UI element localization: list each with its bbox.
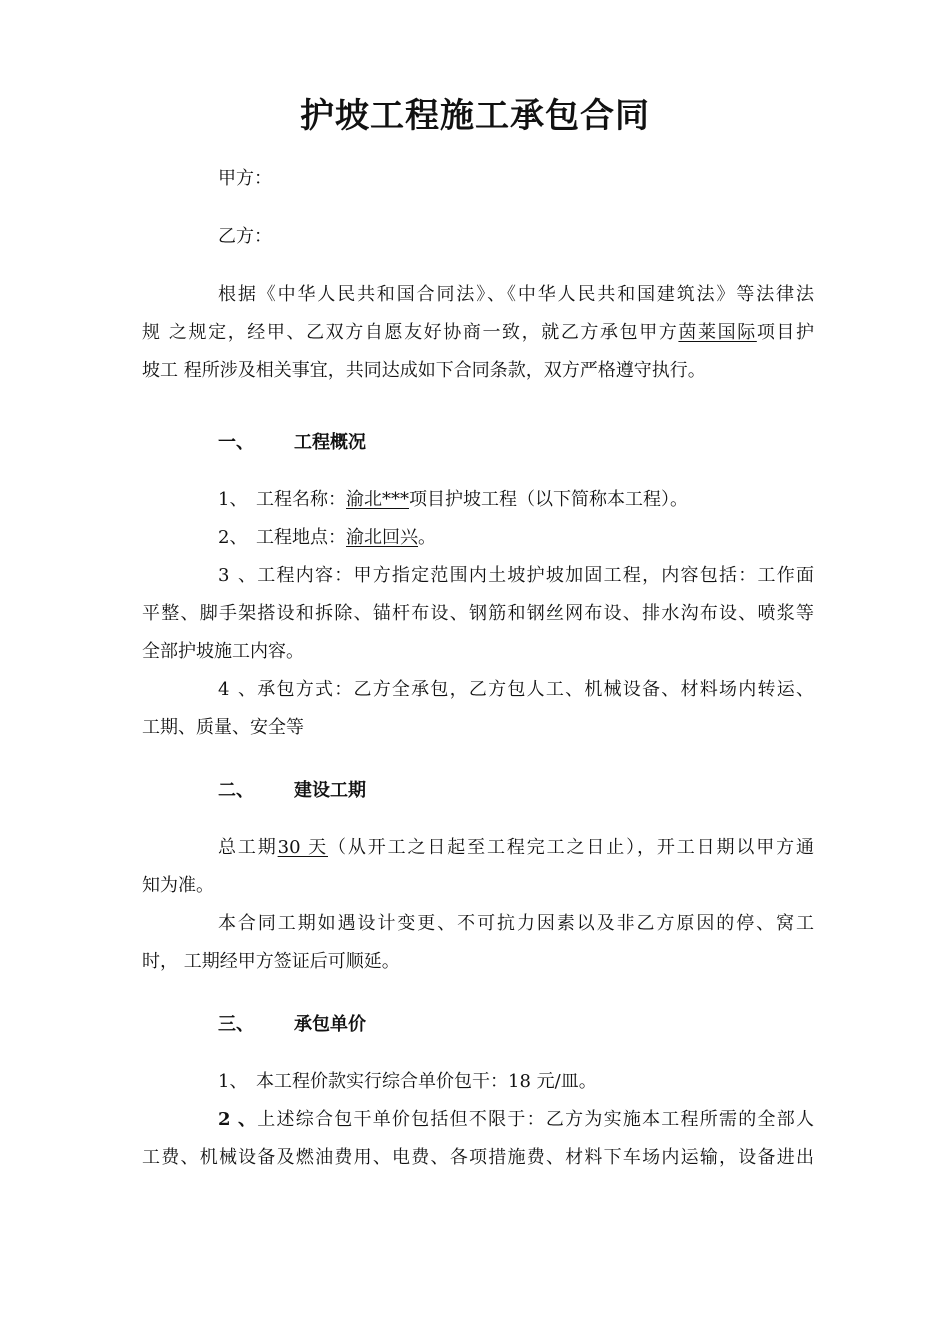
paragraph-text: 总工期 bbox=[218, 837, 278, 858]
project-name-underlined: 渝北*** bbox=[346, 489, 409, 510]
item-text: 工程内容：甲方指定范围内土坡护坡加固工程，内容包括：工作面 bbox=[256, 565, 814, 586]
project-name-underlined: 茵莱国际 bbox=[678, 322, 757, 343]
section1-item3-line1 bbox=[142, 557, 814, 595]
document-title: 护坡工程施工承包合同 bbox=[300, 96, 650, 136]
item-label: 工程名称： bbox=[256, 489, 346, 510]
item-text: 。 bbox=[418, 527, 436, 548]
section1-item4-line1 bbox=[142, 671, 814, 709]
section2-para1-line2: 知为准。 bbox=[142, 875, 214, 896]
preamble-line-1: 根据《中华人民共和国合同法》、《中华人民共和国建筑法》等法律法 bbox=[218, 284, 814, 305]
section-title: 工程概况 bbox=[294, 432, 366, 453]
preamble-line-2-post: 项目护 bbox=[756, 322, 815, 343]
section-title: 承包单价 bbox=[294, 1014, 366, 1035]
item-text: 本工程价款实行综合单价包干：18 元/皿。 bbox=[256, 1071, 597, 1092]
preamble-line-2 bbox=[142, 314, 814, 352]
preamble-line-2-pre: 规 之规定，经甲、乙双方自愿友好协商一致，就乙方承包甲方 bbox=[142, 322, 679, 343]
location-underlined: 渝北回兴 bbox=[346, 527, 418, 548]
section1-item1 bbox=[142, 481, 814, 519]
item-text: 承包方式：乙方全承包，乙方包人工、机械设备、材料场内转运、 bbox=[256, 679, 814, 700]
section1-item2 bbox=[142, 519, 814, 557]
item-text: 项目护坡工程（以下简称本工程）。 bbox=[409, 489, 688, 510]
paragraph-text: （从开工之日起至工程完工之日止），开工日期以甲方通 bbox=[328, 837, 814, 858]
section-number: 二、 bbox=[218, 780, 254, 801]
party-b-label: 乙方： bbox=[218, 226, 272, 247]
item-number: 1、 bbox=[218, 489, 248, 510]
document-body bbox=[142, 160, 814, 1177]
section1-item3-line3: 全部护坡施工内容。 bbox=[142, 641, 304, 662]
preamble-line-3: 坡工 程所涉及相关事宜，共同达成如下合同条款，双方严格遵守执行。 bbox=[142, 360, 706, 381]
section3-item2-line2: 工费、机械设备及燃油费用、电费、各项措施费、材料下车场内运输，设备进出 bbox=[142, 1147, 814, 1168]
section-heading-3 bbox=[142, 1006, 814, 1044]
item-number: 1、 bbox=[218, 1071, 248, 1092]
item-number: 4、 bbox=[218, 679, 256, 700]
party-a-label: 甲方： bbox=[218, 168, 272, 189]
section-heading-2 bbox=[142, 772, 814, 810]
section-title: 建设工期 bbox=[294, 780, 366, 801]
item-number: 2、 bbox=[218, 1109, 256, 1130]
duration-underlined: 30 天 bbox=[277, 837, 328, 858]
section-number: 一、 bbox=[218, 432, 254, 453]
section2-para1-line1 bbox=[142, 829, 814, 867]
item-number: 3、 bbox=[218, 565, 256, 586]
party-b-line bbox=[142, 218, 814, 256]
item-label: 工程地点： bbox=[256, 527, 346, 548]
section2-para2-line2: 时， 工期经甲方签证后可顺延。 bbox=[142, 951, 400, 972]
party-a-line bbox=[142, 160, 814, 198]
item-text: 上述综合包干单价包括但不限于：乙方为实施本工程所需的全部人 bbox=[256, 1109, 814, 1130]
section-number: 三、 bbox=[218, 1014, 254, 1035]
section2-para2-line1: 本合同工期如遇设计变更、不可抗力因素以及非乙方原因的停、窝工 bbox=[218, 913, 814, 934]
section1-item3-line2: 平整、脚手架搭设和拆除、锚杆布设、钢筋和钢丝网布设、排水沟布设、喷浆等 bbox=[142, 603, 814, 624]
item-number: 2、 bbox=[218, 527, 248, 548]
section-heading-1 bbox=[142, 424, 814, 462]
section1-item4-line2: 工期、质量、安全等 bbox=[142, 717, 304, 738]
section3-item1 bbox=[142, 1063, 814, 1101]
section3-item2-line1 bbox=[142, 1101, 814, 1139]
